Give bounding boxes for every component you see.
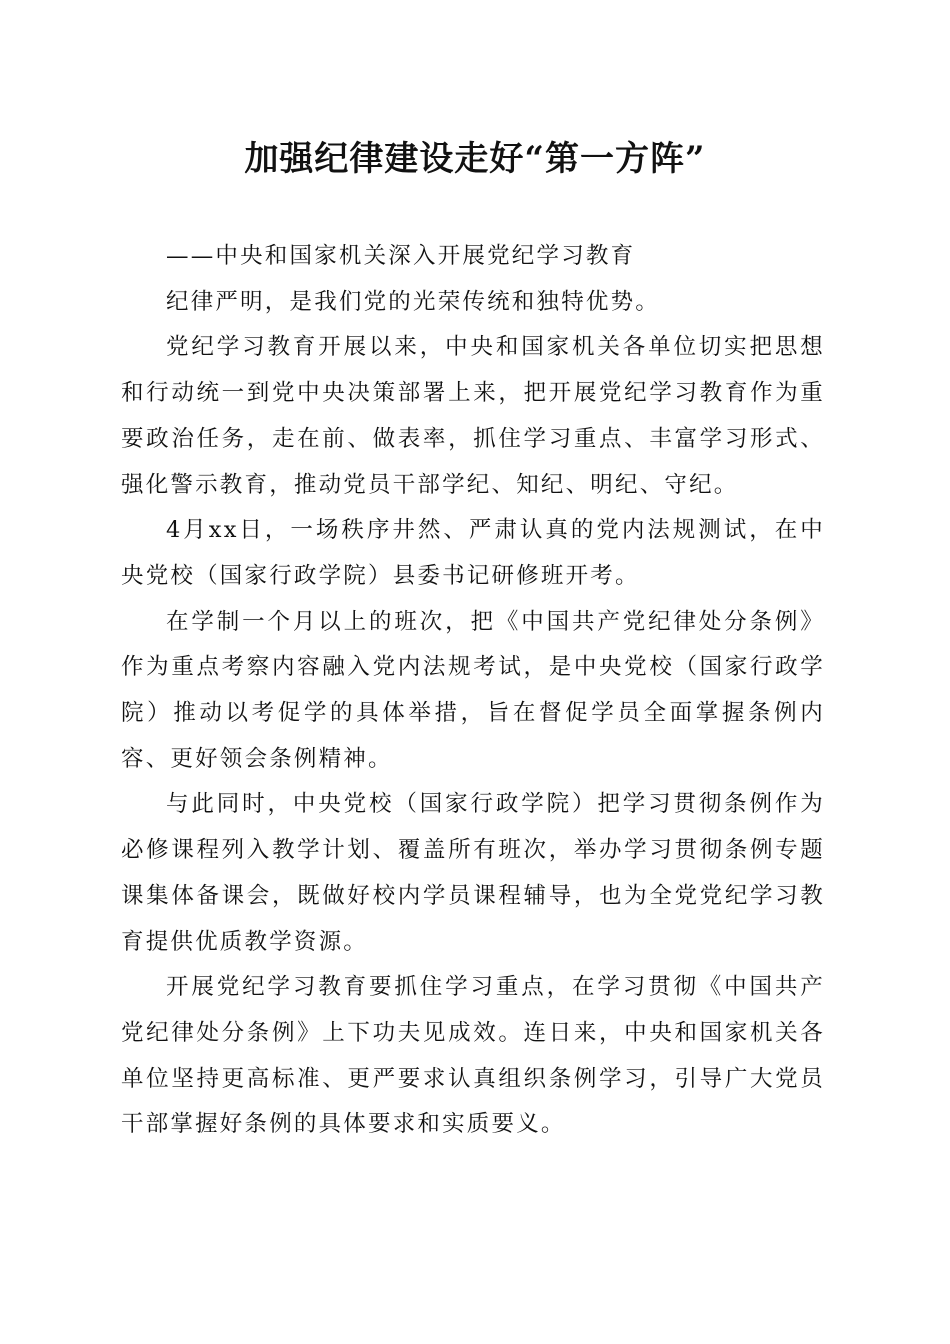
document-title: 加强纪律建设走好“第一方阵” <box>244 139 706 179</box>
subtitle-paragraph: ——中央和国家机关深入开展党纪学习教育 <box>166 243 636 269</box>
body-paragraph: 开展党纪学习教育要抓住学习重点，在学习贯彻《中国共产党纪律处分条例》上下功夫见成效。连日来，中央和国家机关各单位坚持更高标准、更严要求认真组织条例学习，引导广大党员干部掌握好条例的具体要求和实质要义。 <box>121 974 825 1138</box>
body-paragraph: 在学制一个月以上的班次，把《中国共产党纪律处分条例》作为重点考察内容融入党内法规考试，是中央党校（国家行政学院）推动以考促学的具体举措，旨在督促学员全面掌握条例内容、更好领会条例精神。 <box>121 608 825 772</box>
document-body <box>121 234 825 1148</box>
body-paragraph: 与此同时，中央党校（国家行政学院）把学习贯彻条例作为必修课程列入教学计划、覆盖所有班次，举办学习贯彻条例专题课集体备课会，既做好校内学员课程辅导，也为全党党纪学习教育提供优质教学资源。 <box>121 791 825 955</box>
body-paragraph: 4月xx日，一场秩序井然、严肃认真的党内法规测试，在中央党校（国家行政学院）县委书记研修班开考。 <box>121 517 825 589</box>
body-paragraph: 党纪学习教育开展以来，中央和国家机关各单位切实把思想和行动统一到党中央决策部署上来，把开展党纪学习教育作为重要政治任务，走在前、做表率，抓住学习重点、丰富学习形式、强化警示教育，推动党员干部学纪、知纪、明纪、守纪。 <box>121 334 825 498</box>
intro-paragraph: 纪律严明，是我们党的光荣传统和独特优势。 <box>166 288 661 315</box>
